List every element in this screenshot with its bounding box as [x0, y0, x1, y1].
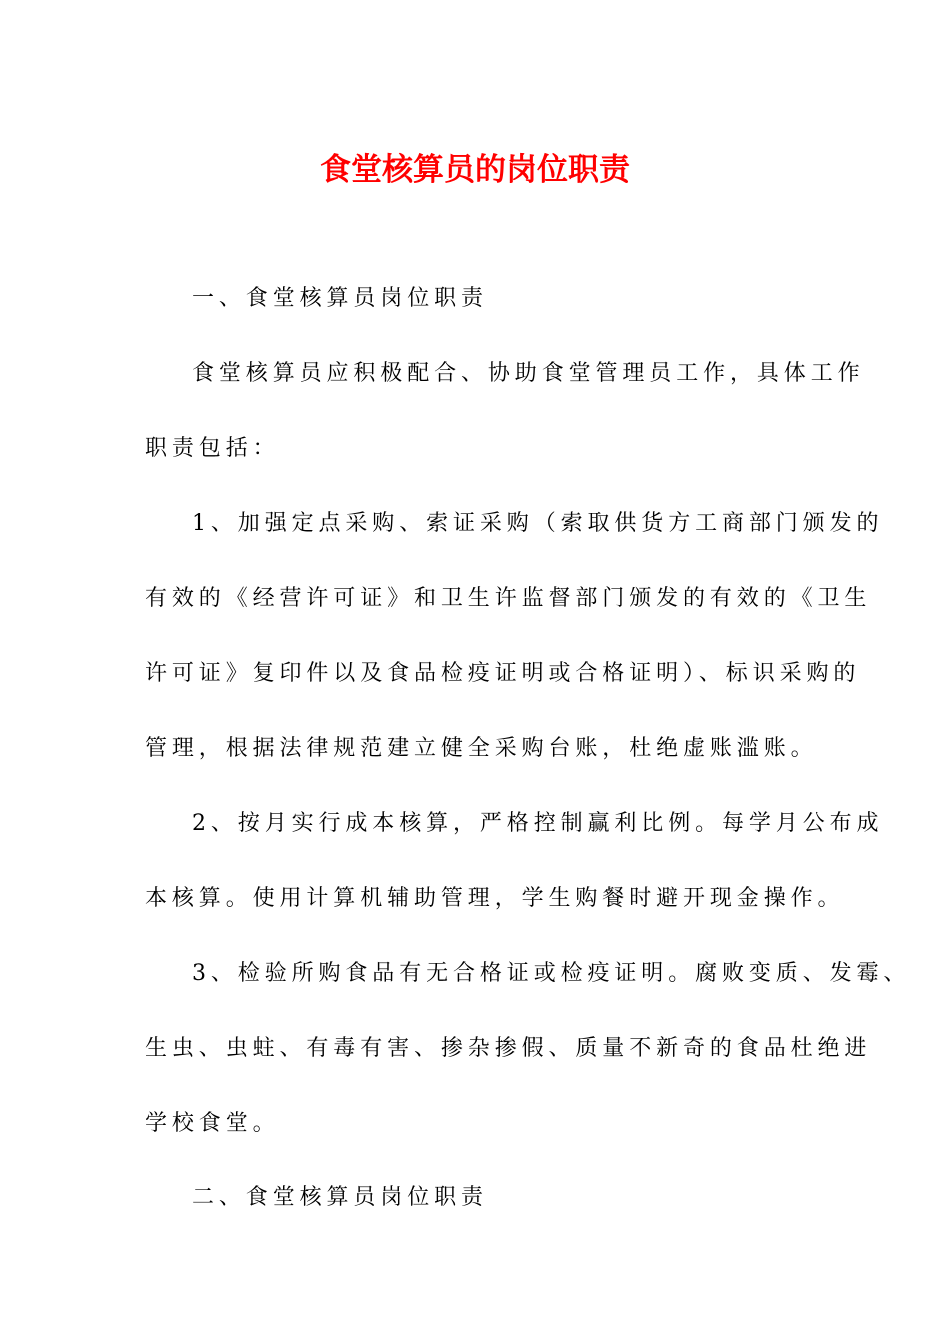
- item-3-line-2: 生虫、虫蛀、有毒有害、掺杂掺假、质量不新奇的食品杜绝进: [145, 1036, 872, 1061]
- paragraph-intro-line-1: 食堂核算员应积极配合、协助食堂管理员工作，具体工作: [192, 361, 865, 386]
- item-2-line-1: 2、按月实行成本核算，严格控制赢利比例。每学月公布成: [192, 811, 884, 836]
- item-3-line-3: 学校食堂。: [145, 1111, 280, 1136]
- item-1-line-3: 许可证》复印件以及食品检疫证明或合格证明）、标识采购的: [145, 661, 861, 686]
- item-1-line-2: 有效的《经营许可证》和卫生许监督部门颁发的有效的《卫生: [145, 586, 872, 611]
- paragraph-intro-line-2: 职责包括：: [145, 436, 280, 461]
- section-heading-2: 二、食堂核算员岗位职责: [192, 1185, 488, 1210]
- section-heading-1: 一、食堂核算员岗位职责: [192, 286, 488, 311]
- item-1-line-4: 管理，根据法律规范建立健全采购台账，杜绝虚账滥账。: [145, 736, 818, 761]
- document-title: 食堂核算员的岗位职责: [320, 152, 630, 188]
- item-3-line-1: 3、检验所购食品有无合格证或检疫证明。腐败变质、发霉、: [192, 961, 911, 986]
- item-1-line-1: 1、加强定点采购、索证采购（索取供货方工商部门颁发的: [192, 511, 884, 536]
- item-2-line-2: 本核算。使用计算机辅助管理，学生购餐时避开现金操作。: [145, 886, 845, 911]
